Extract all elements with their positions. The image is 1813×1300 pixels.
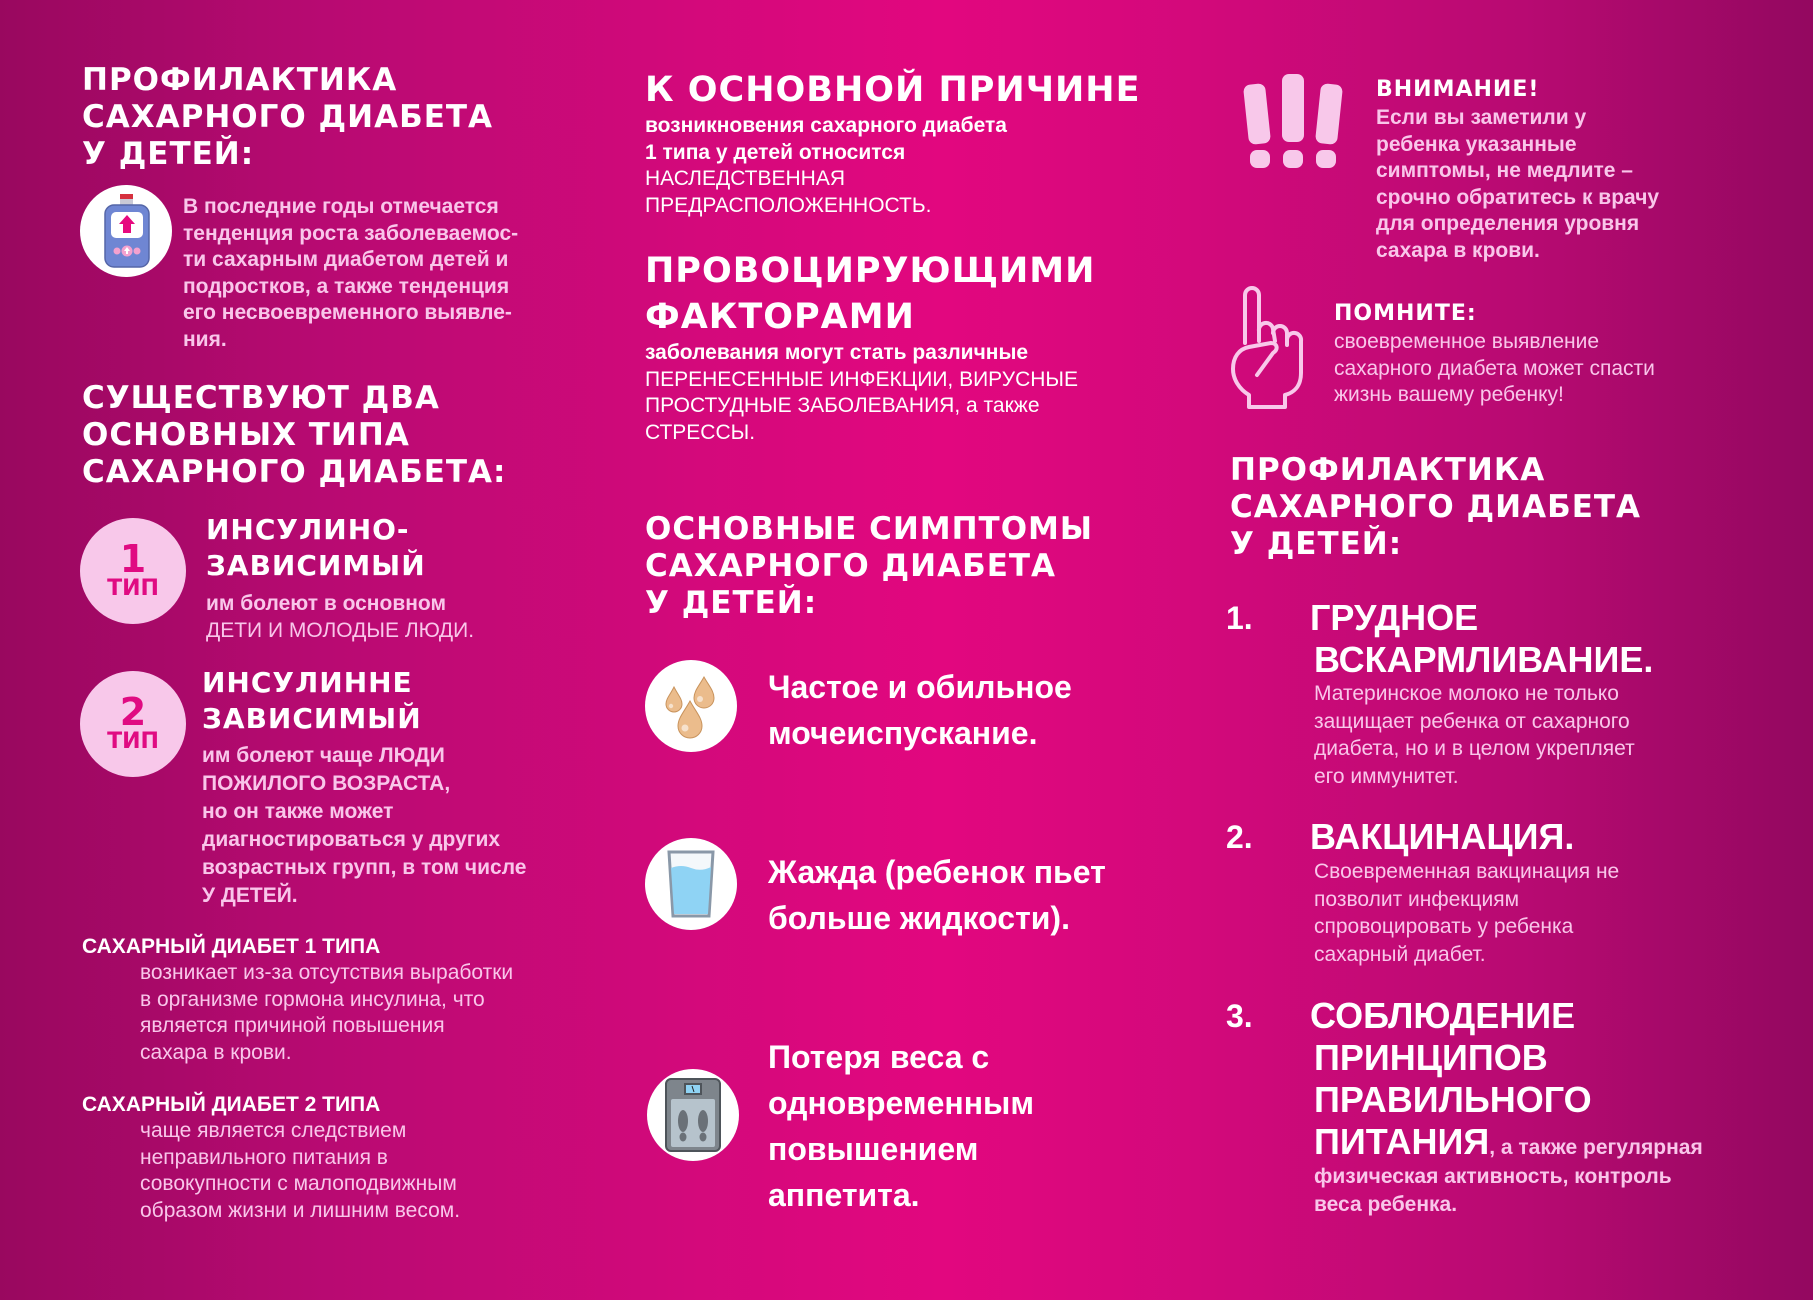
text-line: возникновения сахарного диабета xyxy=(645,114,1007,137)
title-line: ФАКТОРАМИ xyxy=(645,297,915,337)
water-drops-icon xyxy=(645,660,737,752)
text-line: сахара в крови. xyxy=(1376,238,1540,262)
text-line: Своевременная вакцинация не xyxy=(1314,860,1620,883)
title-line: ПРОФИЛАКТИКА xyxy=(1230,452,1546,488)
text-line: В последние годы отмечается xyxy=(183,195,499,218)
diabetes-type1-definition xyxy=(82,934,642,1066)
text-line: для определения уровня xyxy=(1376,212,1640,235)
text-line: одновременным xyxy=(768,1085,1035,1121)
text-line: совокупности с малоподвижным xyxy=(140,1172,457,1195)
prevention-item-number: 3. xyxy=(1226,998,1253,1034)
pointing-hand-icon xyxy=(1227,283,1311,413)
title-line: ОСНОВНЫЕ СИМПТОМЫ xyxy=(645,511,1094,547)
title-line: САХАРНОГО ДИАБЕТА: xyxy=(82,454,507,490)
text-line: сахарный диабет. xyxy=(1314,942,1486,966)
text-line: его несвоевременного выявле- xyxy=(183,301,512,324)
prevention-item-body xyxy=(1314,858,1784,968)
two-types-title xyxy=(82,380,622,491)
main-cause-title: К ОСНОВНОЙ ПРИЧИНЕ xyxy=(645,70,1141,110)
text-line: Материнское молоко не только xyxy=(1314,682,1619,705)
bathroom-scale-icon xyxy=(647,1069,739,1161)
text-line: возникает из-за отсутствия выработки xyxy=(140,961,514,984)
text-line: повышением xyxy=(768,1131,979,1167)
type2-description xyxy=(202,742,622,910)
text-line: У ДЕТЕЙ. xyxy=(202,884,298,907)
title-line: У ДЕТЕЙ: xyxy=(82,136,255,172)
text-line: Жажда (ребенок пьет xyxy=(768,854,1106,890)
type-number: 1 xyxy=(119,537,147,581)
prevention-title-left xyxy=(82,62,602,173)
text-line: срочно обратитесь к врачу xyxy=(1376,185,1660,209)
remember-text xyxy=(1334,329,1794,409)
symptom-thirst xyxy=(768,849,1208,941)
symptoms-title xyxy=(645,511,1205,622)
text-line: неправильного питания в xyxy=(140,1145,388,1169)
text-line: жизнь вашему ребенку! xyxy=(1334,383,1564,406)
text-line: аппетита. xyxy=(768,1177,920,1213)
text-line: ти сахарным диабетом детей и xyxy=(183,248,509,271)
text-line: чаще является следствием xyxy=(140,1119,407,1142)
heading-line: ВСКАРМЛИВАНИЕ. xyxy=(1314,639,1654,680)
text-line: его иммунитет. xyxy=(1314,764,1459,788)
prevention-item-number: 2. xyxy=(1226,819,1253,855)
title-line: У ДЕТЕЙ: xyxy=(645,585,818,621)
symptom-urination xyxy=(768,664,1208,756)
triple-exclamation-icon xyxy=(1240,70,1345,170)
type1-description xyxy=(206,590,586,644)
remember-title: ПОМНИТЕ: xyxy=(1334,301,1477,326)
heading-word: ПИТАНИЯ xyxy=(1314,1121,1490,1162)
text-line: но он также может xyxy=(202,800,394,823)
title-line: У ДЕТЕЙ: xyxy=(1230,526,1403,562)
title-line: САХАРНОГО ДИАБЕТА xyxy=(1230,489,1642,525)
title-line: САХАРНОГО ДИАБЕТА xyxy=(82,99,494,135)
text-line: диабета, но и в целом укрепляет xyxy=(1314,737,1635,760)
glucometer-icon xyxy=(80,185,172,277)
text-line: ПРОСТУДНЫЕ ЗАБОЛЕВАНИЯ, а также xyxy=(645,394,1040,417)
type-number: 2 xyxy=(119,690,147,734)
text-line: СТРЕССЫ. xyxy=(645,420,756,444)
heading-last-line xyxy=(1310,1121,1790,1163)
title-line: ОСНОВНЫХ ТИПА xyxy=(82,417,410,453)
text-line: ПРЕДРАСПОЛОЖЕННОСТЬ. xyxy=(645,193,932,217)
symptom-weight-loss xyxy=(768,1034,1208,1218)
type2-badge xyxy=(80,671,186,777)
text-line: мочеиспускание. xyxy=(768,715,1038,751)
text-line: ДЕТИ И МОЛОДЫЕ ЛЮДИ. xyxy=(206,619,475,642)
type1-title xyxy=(206,512,586,584)
type2-title xyxy=(202,665,582,737)
text-line: Если вы заметили у xyxy=(1376,106,1587,129)
text-line: спровоцировать у ребенка xyxy=(1314,915,1574,938)
attention-title: ВНИМАНИЕ! xyxy=(1376,77,1540,102)
text-line: 1 типа у детей относится xyxy=(645,140,906,164)
heading-line: ПРИНЦИПОВ xyxy=(1314,1037,1548,1078)
text-line: подростков, а также тенденция xyxy=(183,274,510,298)
text-line: является причиной повышения xyxy=(140,1014,445,1037)
text-line: позволит инфекциям xyxy=(1314,887,1520,911)
type-label: ТИП xyxy=(107,576,159,601)
text-line: ребенка указанные xyxy=(1376,132,1577,156)
definition-heading: САХАРНЫЙ ДИАБЕТ 1 ТИПА xyxy=(82,935,381,958)
text-line: ния. xyxy=(183,327,227,351)
text-line: симптомы, не медлите – xyxy=(1376,159,1633,182)
prevention-item-heading xyxy=(1310,995,1790,1218)
title-line: САХАРНОГО ДИАБЕТА xyxy=(645,548,1057,584)
heading-tail-text: , а также регулярная xyxy=(1489,1136,1703,1159)
provoking-factors-title xyxy=(645,248,1205,340)
text-line: сахарного диабета может спасти xyxy=(1334,356,1655,380)
title-line: ПРОВОЦИРУЮЩИМИ xyxy=(645,251,1096,291)
provoking-factors-text xyxy=(645,340,1205,446)
title-line: ЗАВИСИМЫЙ xyxy=(206,549,426,582)
title-line: СУЩЕСТВУЮТ ДВА xyxy=(82,380,440,416)
text-line: физическая активность, контроль xyxy=(1314,1165,1672,1188)
title-line: ИНСУЛИНО- xyxy=(206,513,410,546)
text-line: заболевания могут стать различные xyxy=(645,341,1029,364)
type1-badge xyxy=(80,518,186,624)
diabetes-type2-definition xyxy=(82,1092,642,1224)
intro-text xyxy=(183,194,603,353)
water-glass-icon xyxy=(645,838,737,930)
text-line: веса ребенка. xyxy=(1314,1192,1458,1216)
text-line: образом жизни и лишним весом. xyxy=(140,1198,461,1222)
definition-heading: САХАРНЫЙ ДИАБЕТ 2 ТИПА xyxy=(82,1093,381,1116)
text-line: в организме гормона инсулина, что xyxy=(140,987,485,1011)
prevention-title-right xyxy=(1230,452,1790,563)
heading-line: СОБЛЮДЕНИЕ xyxy=(1310,995,1576,1036)
text-line: диагностироваться у других xyxy=(202,828,501,851)
text-line: им болеют в основном xyxy=(206,592,446,615)
text-line: тенденция роста заболеваемос- xyxy=(183,221,519,245)
text-line: сахара в крови. xyxy=(140,1040,292,1064)
title-line: ПРОФИЛАКТИКА xyxy=(82,62,398,98)
title-line: ЗАВИСИМЫЙ xyxy=(202,702,422,735)
title-line: ИНСУЛИННЕ xyxy=(202,666,413,699)
text-line: им болеют чаще ЛЮДИ xyxy=(202,744,445,767)
prevention-item-body xyxy=(1314,680,1784,790)
main-cause-text xyxy=(645,113,1205,219)
text-line: возрастных групп, в том числе xyxy=(202,856,527,879)
text-line: ПОЖИЛОГО ВОЗРАСТА, xyxy=(202,772,451,795)
text-line: защищает ребенка от сахарного xyxy=(1314,709,1630,733)
text-line: НАСЛЕДСТВЕННАЯ xyxy=(645,167,846,190)
heading-line: ПРАВИЛЬНОГО xyxy=(1314,1079,1592,1120)
heading-line: ВАКЦИНАЦИЯ. xyxy=(1310,816,1575,857)
prevention-item-number: 1. xyxy=(1226,600,1253,636)
heading-line: ГРУДНОЕ xyxy=(1310,597,1479,638)
attention-text xyxy=(1376,105,1796,264)
text-line: Частое и обильное xyxy=(768,669,1072,705)
text-line: ПЕРЕНЕСЕННЫЕ ИНФЕКЦИИ, ВИРУСНЫЕ xyxy=(645,367,1078,391)
text-line: своевременное выявление xyxy=(1334,330,1600,353)
type-label: ТИП xyxy=(107,729,159,754)
prevention-item-heading xyxy=(1310,597,1790,681)
prevention-item-heading xyxy=(1310,816,1790,858)
text-line: Потеря веса с xyxy=(768,1039,990,1075)
text-line: больше жидкости). xyxy=(768,900,1070,936)
